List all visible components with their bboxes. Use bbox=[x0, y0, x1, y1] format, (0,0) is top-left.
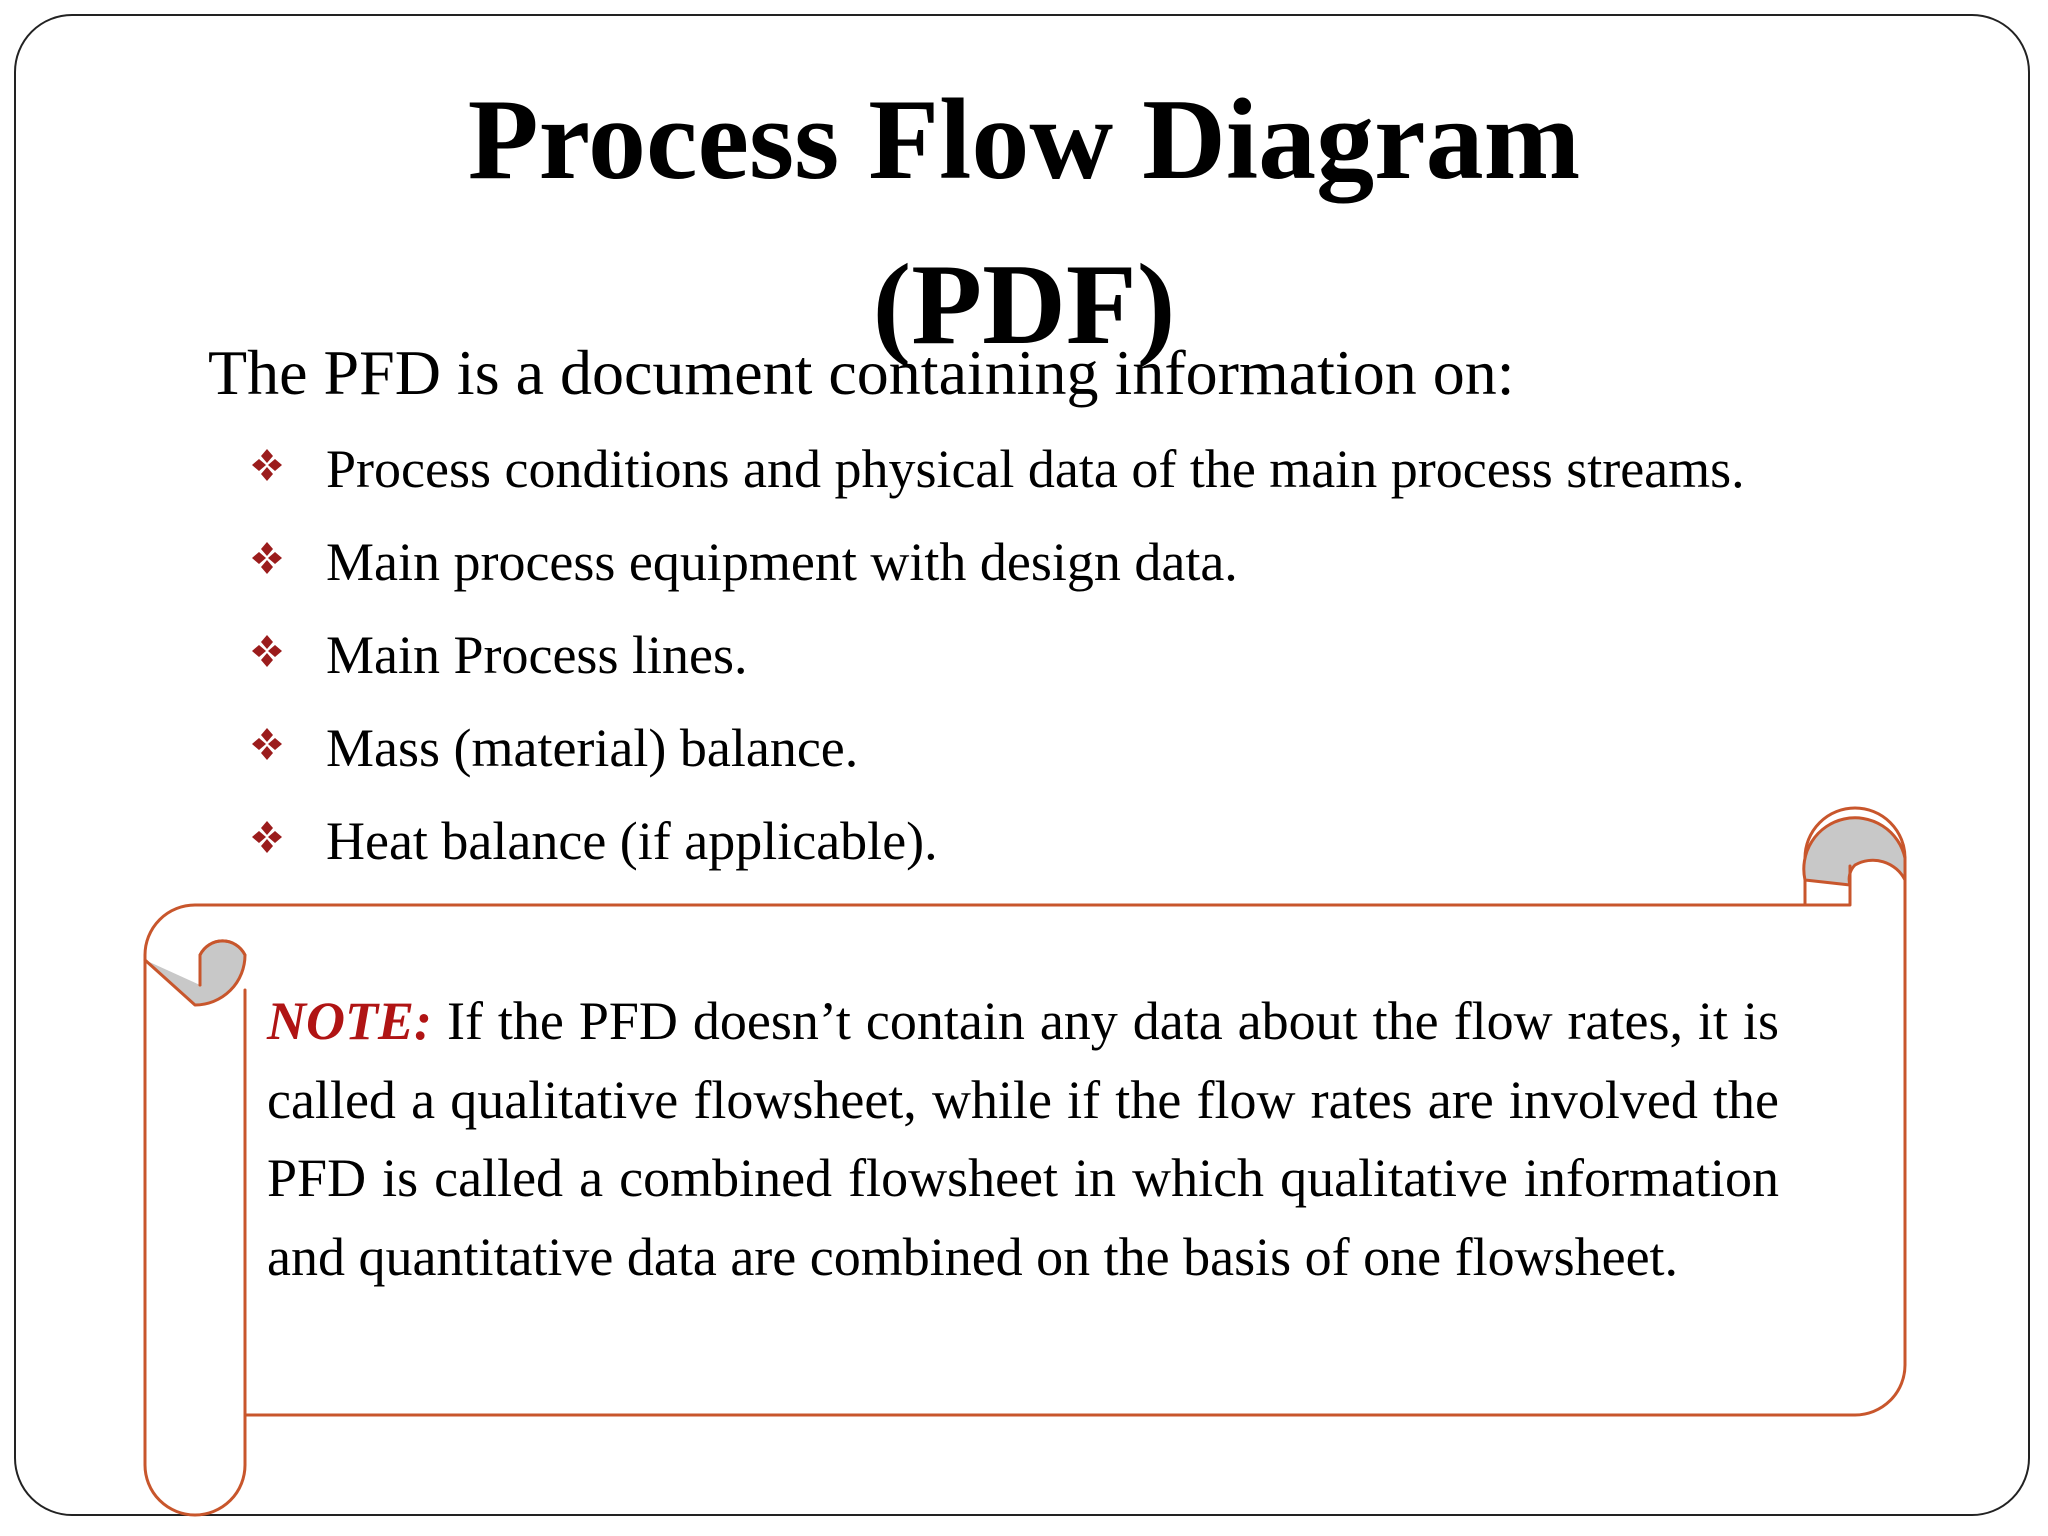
note-text: If the PFD doesn’t contain any data about the flow rates, it is called a qualitative flowsheet, while if the flow rates are involved the PFD is called a combined flowsheet in which qualitative information and quantitative data are combined on the basis of one flowsheet. bbox=[267, 991, 1779, 1287]
bullet-text: Mass (material) balance. bbox=[326, 718, 859, 778]
slide-title: Process Flow Diagram bbox=[467, 76, 1581, 204]
note-label: NOTE: bbox=[267, 991, 432, 1051]
bullet-text: Process conditions and physical data of the main process streams. bbox=[326, 439, 1745, 499]
slide-title-abbreviation: (PDF) bbox=[872, 241, 1176, 369]
note-paragraph bbox=[267, 982, 1779, 1296]
bullet-text: Heat balance (if applicable). bbox=[326, 811, 938, 871]
bullet-text: Main Process lines. bbox=[326, 625, 748, 685]
intro-text: The PFD is a document containing information on: bbox=[208, 337, 1515, 408]
bullet-text: Main process equipment with design data. bbox=[326, 532, 1238, 592]
